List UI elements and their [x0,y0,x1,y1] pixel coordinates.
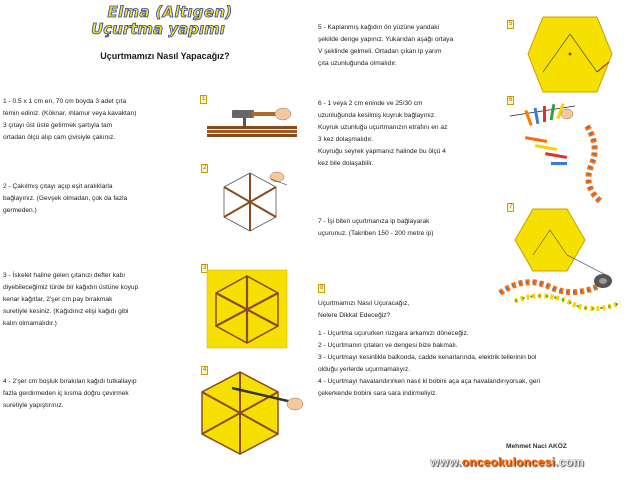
watermark-brand: onceokuloncesi [461,455,556,469]
hand-icon [287,398,303,410]
step-7-badge: 7 [509,204,513,210]
tip-line: 4 - Uçurtmayı havalandırırken nasıl ki bobini aça aça havalandırıyorsak, geri [318,378,541,385]
watermark-prefix: www. [430,455,462,469]
step-5-line: V şeklinde gelmeli. Ortadan çıkan ip yarım [318,48,442,55]
step-4-line: suretiyle yapıştırınız. [3,402,64,409]
step-3-line: kenar kağıtlar, 2'şer cm pay bırakmak [3,296,113,303]
step-1-badge: 1 [202,96,206,102]
step-7-line: 7 - İşi biten uçurtmanıza ip bağlayarak [318,218,430,225]
title-line-1: Elma (Altıgen) [107,3,233,21]
step-3-line: suretiyle kesiniz. (Kağıdınız elişi kağıdı gibi [3,308,129,315]
step-2-badge: 2 [203,165,207,171]
illustration-flying-kite [495,205,635,315]
step-1-line: ortadan ölçü alıp cam çivisiyle çakınız. [3,134,116,141]
step-4-line: 4 - 2'şer cm boşluk bırakılan kağıdı tutkallayıp [3,378,137,385]
tip-line: 3 - Uçurtmayı kesinlikle balkonda, cadde kenarlarında, elektrik tellerinin bol [318,354,537,361]
tip-line: 2 - Uçurtmanın çıtaları ve dengesi bize bakmalı. [318,342,458,349]
step-6-badge: 6 [509,97,513,103]
illustration-hammer-sticks [205,100,300,150]
step-5-line: 5 - Kaplanmış kağıdın ön yüzüne yandaki [318,24,439,31]
step-4-line: fazla gerdirmeden iç kısma doğru çevirmek [3,390,129,397]
hand-icon [275,108,291,120]
step-6-line: 3 kez dolaşmalıdır. [318,136,373,143]
step-6-line: kez bile dolaşabilir. [318,160,374,167]
step-6-line: 6 - 1 veya 2 cm eninde ve 25/30 cm [318,100,423,107]
illustration-star-frame [205,165,295,245]
step-5-badge: 5 [509,21,513,27]
step-6-line: Kuyruğu seyrek yapmanız halinde bu ölçü 4 [318,148,446,155]
step-7-text [318,216,503,240]
illustration-tail [505,96,620,206]
tips-heading: Nelere Dikkat Edeceğiz? [318,312,391,319]
step-6-text [318,98,503,170]
illustration-paper-cut [205,268,290,358]
watermark-suffix: .com [555,455,585,469]
step-2-text [3,181,203,217]
title-line-2: Uçurtma yapımı [91,20,225,38]
step-1-line: 3 çıtayı üst üste getirmek şartıyla tam [3,122,113,129]
hand-icon [561,109,573,119]
step-3-line: 3 - İskelet haline gelen çıtanızı defter kabı [3,272,126,279]
watermark [430,455,584,469]
author-name: Mehmet Naci AKÖZ [506,443,567,450]
step-7-line: uçurunuz. (Takriben 150 - 200 metre ip) [318,230,434,237]
tips-badge: 8 [320,285,324,291]
step-1-text [3,96,203,144]
step-4-badge: 4 [203,367,207,373]
step-3-badge: 3 [203,265,207,271]
step-5-line: çıta uzunluğunda olmalıdır. [318,60,397,67]
tip-line: olduğu yerlerde uçurmamalıyız. [318,366,410,373]
step-5-text [318,22,503,70]
tip-line: çekerkende bobini sara sara indirmeliyiz. [318,390,438,397]
step-2-line: 2 - Çakılmış çıtayı açıp eşit aralıklarla [3,183,113,190]
subtitle: Uçurtmamızı Nasıl Yapacağız? [100,51,230,61]
hammer-icon [232,110,254,118]
illustration-bridle [505,14,615,96]
step-1-line: 1 - 0.5 x 1 cm en, 70 cm boyda 3 adet çıta [3,98,127,105]
illustration-glue [192,368,307,463]
hand-icon [270,172,284,182]
step-2-line: bağlayınız. (Gevşek olmadan, çok da fazla [3,195,128,202]
step-6-line: Kuyruk uzunluğu uçurtmanızın etrafını en az [318,124,448,131]
step-2-line: germeden.) [3,207,37,214]
step-3-text [3,270,203,330]
step-6-line: uzunluğunda kesilmiş kuyruk bağlayınız. [318,112,437,119]
tip-line: 1 - Uçurtma uçururken rüzgara arkamızı döneceğiz. [318,330,469,337]
step-3-line: kalın olmamalıdır.) [3,320,57,327]
tips-heading: Uçurtmamızı Nasıl Uçuracağız, [318,300,410,307]
step-4-text [3,376,203,412]
step-1-line: temin ediniz. (Köknar, ıhlamur veya kavaktan) [3,110,137,117]
nail-icon [243,118,246,128]
step-5-line: şekilde denge yapınız. Yukarıdan aşağı ortaya [318,36,454,43]
step-3-line: diyebileceğimiz türde bir kağıdın üstüne koyup [3,284,139,291]
